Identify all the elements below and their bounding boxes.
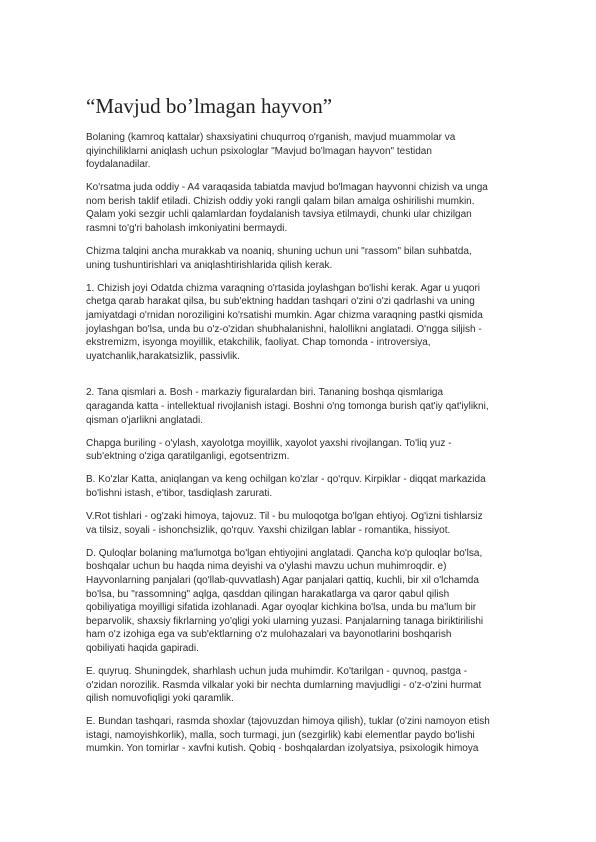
paragraph — [86, 181, 536, 235]
paragraph — [86, 245, 536, 272]
text-line: B. Ko'zlar Katta, aniqlangan va keng ochilgan ko'zlar - qo'rquv. Kirpiklar - diqqat markazida — [86, 474, 486, 486]
text-line: uyatchanlik,harakatsizlik, passivlik. — [86, 350, 240, 362]
text-line: Chapga buriling - o'ylash, xayolotga moyillik, xayolot yaxshi rivojlangan. To'liq yuz - — [86, 437, 452, 449]
text-line: 1. Chizish joyi Odatda chizma varaqning o'rtasida joylashgan bo'lishi kerak. Agar u yuqori — [86, 282, 481, 294]
text-line: mumkin. Yon tomirlar - xavfni kutish. Qobiq - boshqalardan izolyatsiya, psixologik himoya — [86, 743, 479, 755]
text-line: istagi, namoyishkorlik), malla, soch turmagi, jun (sezgirlik) kabi elementlar paydo bo'lishi — [86, 729, 475, 741]
text-line: rasmni to'g'ri baholash imkoniyatini bermaydi. — [86, 223, 288, 235]
text-line: bo'lishni istash, e'tibor, tasdiqlash zarurati. — [86, 487, 273, 499]
text-line: foydalanadilar. — [86, 159, 151, 171]
document-title: “Mavjud bo’lmagan hayvon” — [86, 94, 333, 118]
paragraph — [86, 510, 536, 537]
text-line: bo'lsa, bu "rassomning" aqlga, qasddan qilingan harakatlarga va qaror qabul qilish — [86, 588, 450, 600]
text-line: E. Bundan tashqari, rasmda shoxlar (tajovuzdan himoya qilish), tuklar (o'zini namoyon etish — [86, 716, 490, 728]
paragraph — [86, 437, 536, 464]
text-line: qisman o'jarlikni anglatadi. — [86, 414, 203, 426]
text-line: ham o'z izohiga ega va sub'ektlarning o'z mulohazalari va bayonotlarini boshqarish — [86, 629, 452, 641]
text-line: va tilsiz, soyali - ishonchsizlik, qo'rquv. Yaxshi chizilgan lablar - romantika, hissiyot. — [86, 524, 451, 536]
text-line: qilish nomuvofiqligi yoki qaramlik. — [86, 693, 234, 705]
paragraph — [86, 665, 536, 706]
text-line: qobiliyatiga moyilligi sifatida izohlanadi. Agar oyoqlar kichkina bo'lsa, unda bu ma'lum bir — [86, 602, 477, 614]
text-line: o'zidan norozilik. Rasmda vilkalar yoki bir nechta dumlarning mavjudligi - o'z-o'zini hurmat — [86, 679, 482, 691]
paragraph — [86, 473, 536, 500]
text-line: ekstremizm, isyonga moyillik, etakchilik, faoliyat. Chap tomonda - introversiya, — [86, 337, 431, 349]
text-line: D. Quloqlar bolaning ma'lumotga bo'lgan ehtiyojini anglatadi. Qancha ko'p quloqlar bo'lsa, — [86, 547, 483, 559]
text-line: Hayvonlarning panjalari (qo'llab-quvvatlash) Agar panjalari qattiq, kuchli, bir xil o'lchamda — [86, 574, 479, 586]
document-body — [86, 131, 536, 756]
text-line: qiyinchiliklarni aniqlash uchun psixologlar "Mavjud bo'lmagan hayvon" testidan — [86, 145, 432, 157]
text-line: chetga qarab harakat qilsa, bu sub'ektning haddan tashqari o'zini o'zi qadrlashi va uning — [86, 296, 475, 308]
text-line: Bolaning (kamroq kattalar) shaxsiyatini chuqurroq o'rganish, mavjud muammolar va — [86, 132, 456, 143]
paragraph — [86, 131, 536, 172]
text-line: sub'ektning o'ziga qaratilganligi, egotsentrizm. — [86, 451, 290, 463]
text-line: uning tushuntirishlari va aniqlashtirishlarida qilish kerak. — [86, 259, 333, 271]
text-line: jamiyatdagi o'rnidan noroziligini ko'rsatishi mumkin. Agar chizma varaqning pastki qismida — [86, 310, 483, 322]
text-line: beparvolik, shaxsiy fikrlarning yo'qligi yoki ularning yuzasi. Panjalarning tanaga biriktirilishi — [86, 615, 484, 627]
text-line: 2. Tana qismlari a. Bosh - markaziy figuralardan biri. Tananing boshqa qismlariga — [86, 387, 444, 399]
text-line: joylashgan bo'lsa, unda bu o'z-o'zidan shubhalanishni, halollikni anglatadi. O'ngga siljish - — [86, 323, 482, 335]
text-line: nom berish taklif etiladi. Chizish oddiy yoki rangli qalam bilan amalga oshirilishi mumkin. — [86, 195, 475, 207]
text-line: Ko'rsatma juda oddiy - A4 varaqasida tabiatda mavjud bo'lmagan hayvonni chizish va unga — [86, 182, 488, 194]
paragraph — [86, 282, 536, 364]
text-line: E. quyruq. Shuningdek, sharhlash uchun juda muhimdir. Ko'tarilgan - quvnoq, pastga - — [86, 666, 468, 677]
text-line: V.Rot tishlari - og'zaki himoya, tajovuz. Til - bu muloqotga bo'lgan ehtiyoj. Og'izni tishlarsiz — [86, 511, 483, 523]
paragraph — [86, 715, 536, 756]
text-line: Chizma talqini ancha murakkab va noaniq, shuning uchun uni "rassom" bilan suhbatda, — [86, 246, 472, 258]
paragraph — [86, 386, 536, 427]
text-line: boshqalar uchun bu haqda nima deyishi va o'ylashi mavzu uchun muhimroqdir. e) — [86, 561, 447, 573]
text-line: qaraganda katta - intellektual rivojlanish istagi. Boshni o'ng tomonga burish qat'iy qat'iylikni, — [86, 401, 489, 412]
paragraph — [86, 547, 536, 656]
text-line: Qalam yoki sezgir uchli qalamlardan foydalanish tavsiya etilmaydi, chunki ular chizilgan — [86, 209, 472, 221]
text-line: qobiliyati haqida gapiradi. — [86, 642, 199, 654]
